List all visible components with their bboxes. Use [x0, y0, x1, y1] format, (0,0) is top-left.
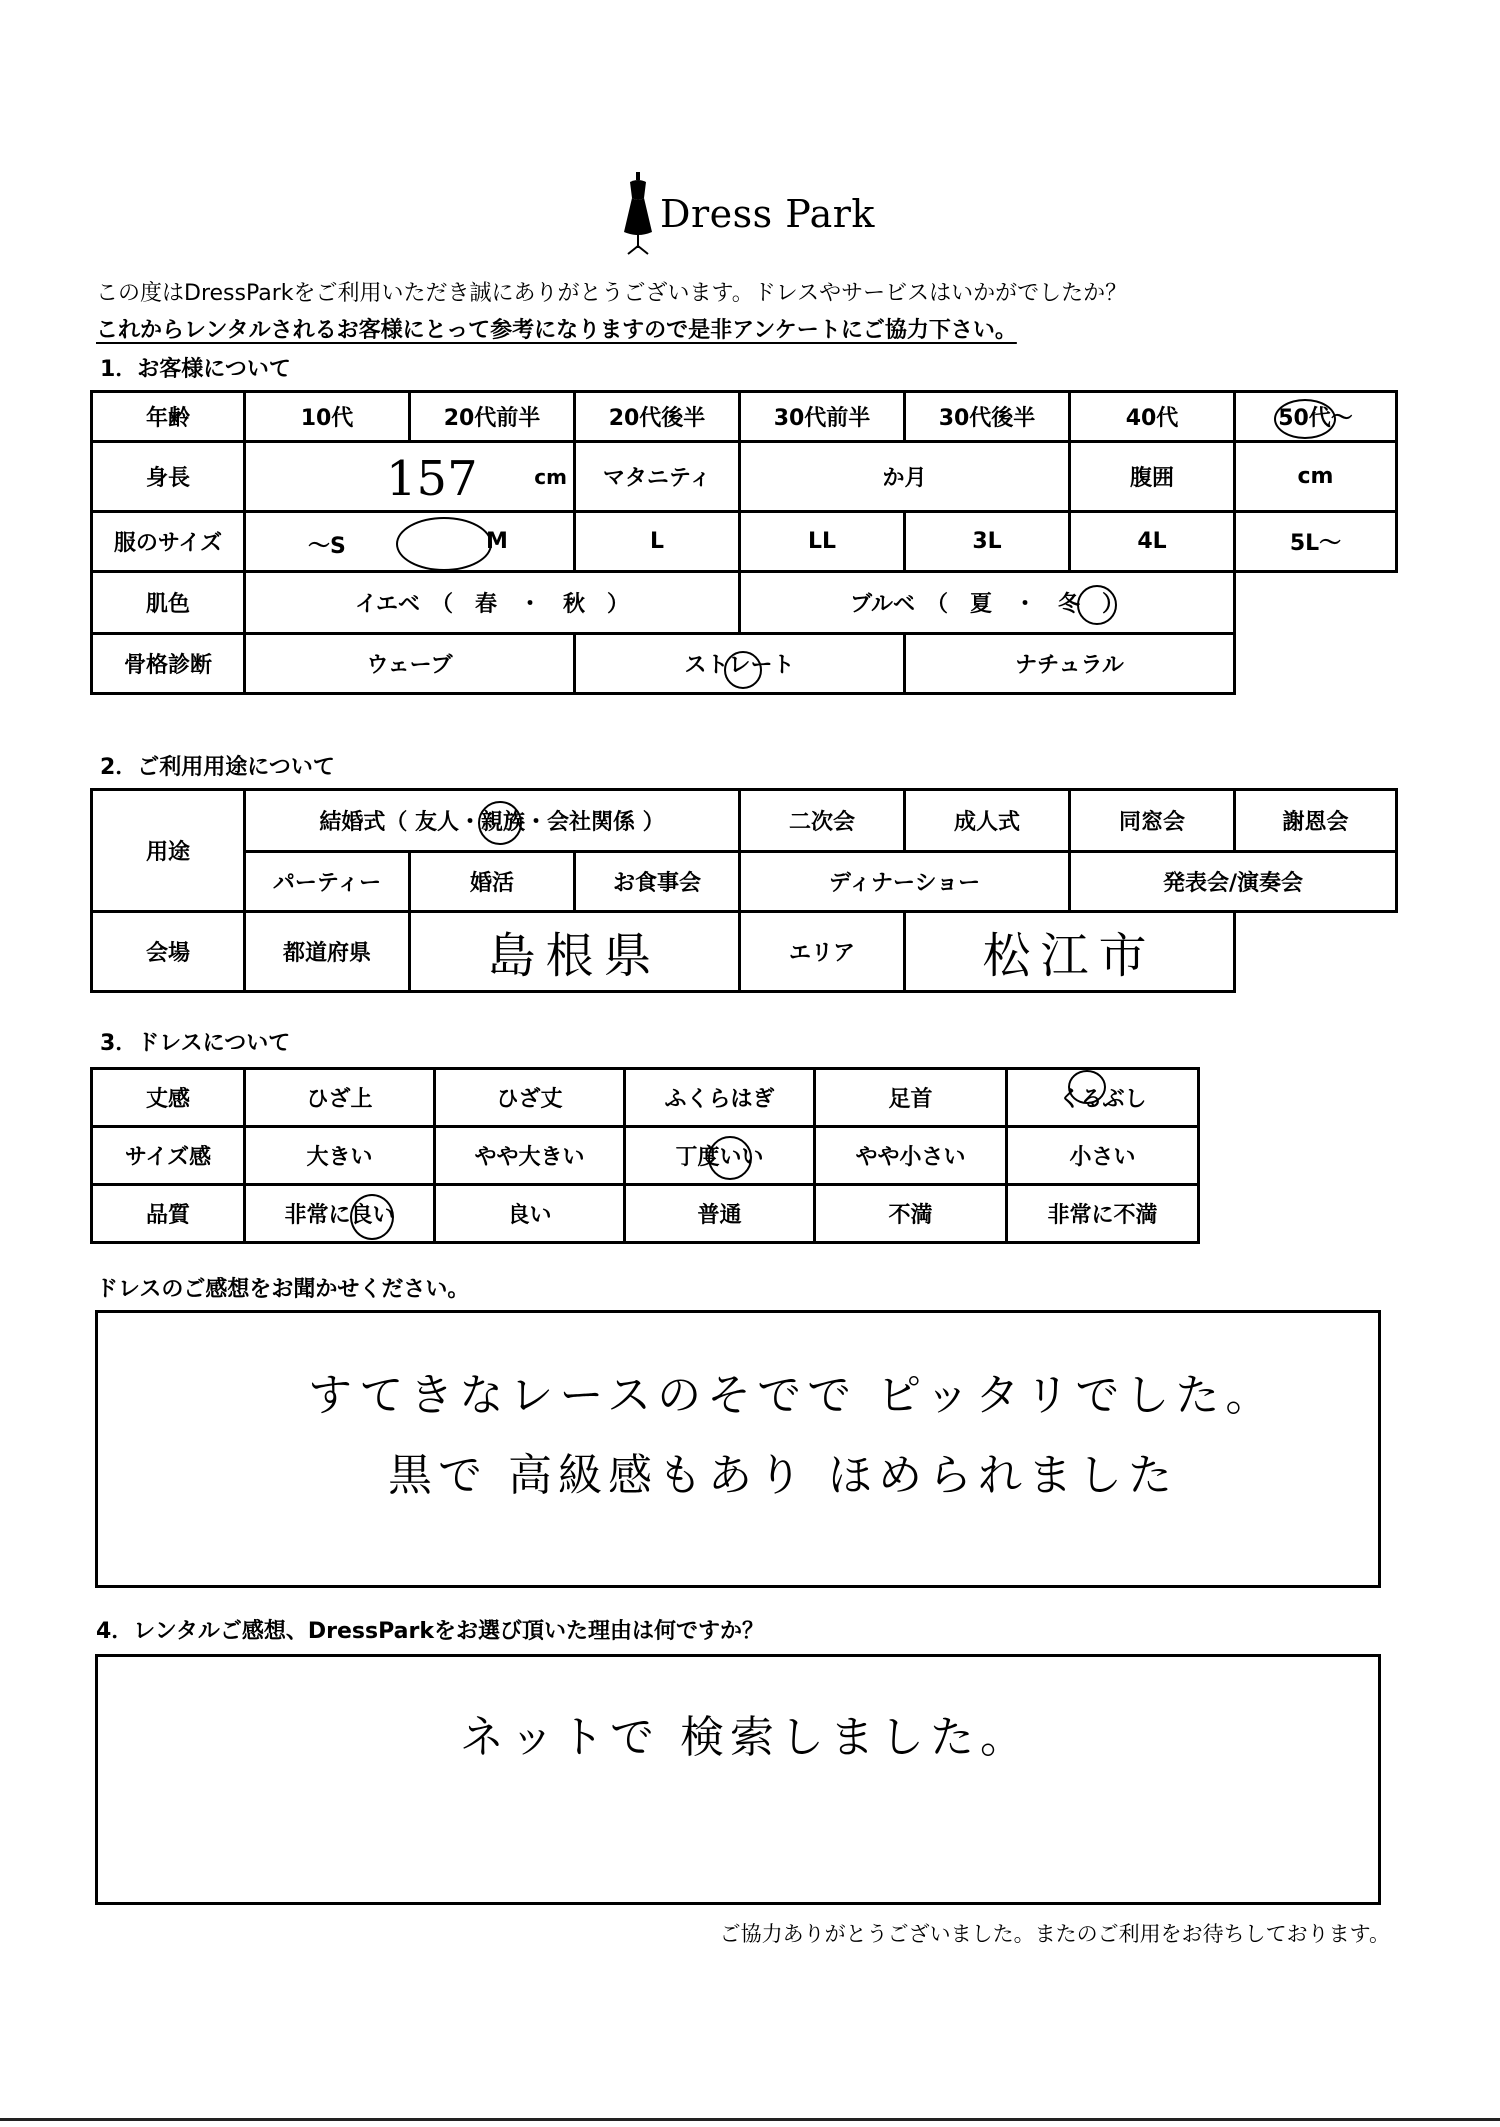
intro-line-2: これからレンタルされるお客様にとって参考になりますので是非アンケートにご協力下さい。	[96, 318, 1017, 343]
size-option[interactable]: 3L	[905, 512, 1070, 572]
length-option[interactable]: 足首	[815, 1069, 1007, 1127]
scan-edge-divider	[0, 2118, 1500, 2121]
size-option[interactable]: LL	[740, 512, 905, 572]
usage-table	[90, 788, 1398, 993]
fit-option-label: 丁度いい	[675, 1145, 764, 1170]
wedding-label: 結婚式（ 友人・親族・会社関係 ）	[319, 810, 665, 835]
usage-option[interactable]: 婚活	[410, 852, 575, 912]
usage-option[interactable]: 発表会/演奏会	[1070, 852, 1397, 912]
reason-box[interactable]	[95, 1654, 1381, 1905]
maternity-field[interactable]	[740, 442, 1070, 512]
length-option[interactable]: ひざ上	[245, 1069, 435, 1127]
quality-option[interactable]: 非常に不満	[1007, 1185, 1199, 1243]
quality-option[interactable]: 普通	[625, 1185, 815, 1243]
customer-info-table	[90, 390, 1398, 695]
section-3-title: 3．ドレスについて	[100, 1031, 291, 1056]
usage-option[interactable]: 謝恩会	[1235, 790, 1397, 852]
prefecture-value: 島根県	[487, 928, 662, 984]
section-4-title: 4．レンタルご感想、DressParkをお選び頂いた理由は何ですか？	[96, 1619, 764, 1644]
dresspark-logo	[620, 170, 880, 260]
age-option-selected[interactable]	[1235, 392, 1397, 442]
usage-option[interactable]: パーティー	[245, 852, 410, 912]
quality-option-label: 非常に良い	[284, 1203, 395, 1228]
maternity-unit: か月	[882, 466, 927, 491]
usage-option[interactable]: 成人式	[905, 790, 1070, 852]
skin-blue-option[interactable]	[740, 572, 1235, 634]
area-value: 松江市	[982, 928, 1157, 984]
age-option[interactable]: 20代前半	[410, 392, 575, 442]
age-option[interactable]: 20代後半	[575, 392, 740, 442]
fit-row	[92, 1127, 1199, 1185]
age-option[interactable]: 30代後半	[905, 392, 1070, 442]
fit-option-selected[interactable]	[625, 1127, 815, 1185]
frame-option-selected[interactable]	[575, 634, 905, 694]
venue-label: 会場	[92, 912, 245, 992]
area-label: エリア	[740, 912, 905, 992]
maternity-label: マタニティ	[575, 442, 740, 512]
length-option[interactable]: ふくらはぎ	[625, 1069, 815, 1127]
quality-label: 品質	[92, 1185, 245, 1243]
age-option[interactable]: 30代前半	[740, 392, 905, 442]
waist-label: 腹囲	[1070, 442, 1235, 512]
usage-row-2	[92, 852, 1397, 912]
waist-field[interactable]	[1235, 442, 1397, 512]
brand-name: Dress Park	[660, 192, 875, 236]
frame-option-label: ストレート	[684, 653, 795, 678]
quality-option-selected[interactable]	[245, 1185, 435, 1243]
empty-cell	[1235, 912, 1397, 992]
skin-yellow-option[interactable]: イエベ （ 春 ・ 秋 ）	[245, 572, 740, 634]
venue-row	[92, 912, 1397, 992]
height-label: 身長	[92, 442, 245, 512]
intro-line-1: この度はDressParkをご利用いただき誠にありがとうございます。ドレスやサービスはいかがでしたか？	[96, 281, 1128, 306]
fit-label: サイズ感	[92, 1127, 245, 1185]
wedding-option[interactable]	[245, 790, 740, 852]
selection-circle	[396, 517, 492, 571]
height-unit: cm	[534, 464, 567, 489]
fit-option[interactable]: 小さい	[1007, 1127, 1199, 1185]
dress-form-icon	[620, 170, 656, 260]
usage-option[interactable]: ディナーショー	[740, 852, 1070, 912]
usage-option[interactable]: お食事会	[575, 852, 740, 912]
length-option[interactable]: ひざ丈	[435, 1069, 625, 1127]
empty-cell	[1235, 634, 1397, 694]
frame-option[interactable]: ナチュラル	[905, 634, 1235, 694]
age-label: 年齢	[92, 392, 245, 442]
age-row	[92, 392, 1397, 442]
length-option-selected[interactable]	[1007, 1069, 1199, 1127]
impression-line-1: すてきなレースのそでで ピッタリでした。	[308, 1370, 1276, 1421]
prefecture-label: 都道府県	[245, 912, 410, 992]
impression-prompt: ドレスのご感想をお聞かせください。	[96, 1277, 470, 1302]
usage-row-1	[92, 790, 1397, 852]
quality-option[interactable]: 良い	[435, 1185, 625, 1243]
height-field[interactable]	[245, 442, 575, 512]
fit-option[interactable]: やや小さい	[815, 1127, 1007, 1185]
size-option[interactable]: L	[575, 512, 740, 572]
usage-option[interactable]: 二次会	[740, 790, 905, 852]
purpose-label: 用途	[92, 790, 245, 912]
quality-row	[92, 1185, 1199, 1243]
age-option[interactable]: 40代	[1070, 392, 1235, 442]
dress-table	[90, 1067, 1200, 1244]
frame-option[interactable]: ウェーブ	[245, 634, 575, 694]
impression-line-2: 黒で 高級感もあり ほめられました	[388, 1450, 1178, 1501]
fit-option[interactable]: やや大きい	[435, 1127, 625, 1185]
footer-message: ご協力ありがとうございました。またのご利用をお待ちしております。	[719, 1922, 1390, 1946]
size-option[interactable]: 5L〜	[1235, 512, 1397, 572]
length-row	[92, 1069, 1199, 1127]
waist-unit: cm	[1297, 464, 1334, 489]
quality-option[interactable]: 不満	[815, 1185, 1007, 1243]
age-option[interactable]: 10代	[245, 392, 410, 442]
skin-blue-label: ブルベ （ 夏 ・ 冬 ）	[849, 592, 1125, 617]
length-label: 丈感	[92, 1069, 245, 1127]
empty-cell	[1235, 572, 1397, 634]
size-option-s: 〜S	[308, 534, 346, 559]
length-option-label: くるぶし	[1058, 1087, 1147, 1112]
height-value: 157	[386, 451, 478, 507]
section-2-title: 2．ご利用用途について	[100, 755, 335, 780]
size-option-s-m[interactable]	[245, 512, 575, 572]
fit-option[interactable]: 大きい	[245, 1127, 435, 1185]
height-row	[92, 442, 1397, 512]
prefecture-field[interactable]	[410, 912, 740, 992]
skin-row	[92, 572, 1397, 634]
area-field[interactable]	[905, 912, 1235, 992]
size-option[interactable]: 4L	[1070, 512, 1235, 572]
size-label: 服のサイズ	[92, 512, 245, 572]
size-option-m: M	[486, 529, 508, 554]
reason-answer: ネットで 検索しました。	[460, 1712, 1030, 1763]
section-1-title: 1．お客様について	[100, 357, 291, 382]
usage-option[interactable]: 同窓会	[1070, 790, 1235, 852]
impression-box[interactable]	[95, 1310, 1381, 1588]
age-option-label: 50代〜	[1278, 406, 1353, 431]
skin-label: 肌色	[92, 572, 245, 634]
frame-label: 骨格診断	[92, 634, 245, 694]
frame-row	[92, 634, 1397, 694]
size-row	[92, 512, 1397, 572]
